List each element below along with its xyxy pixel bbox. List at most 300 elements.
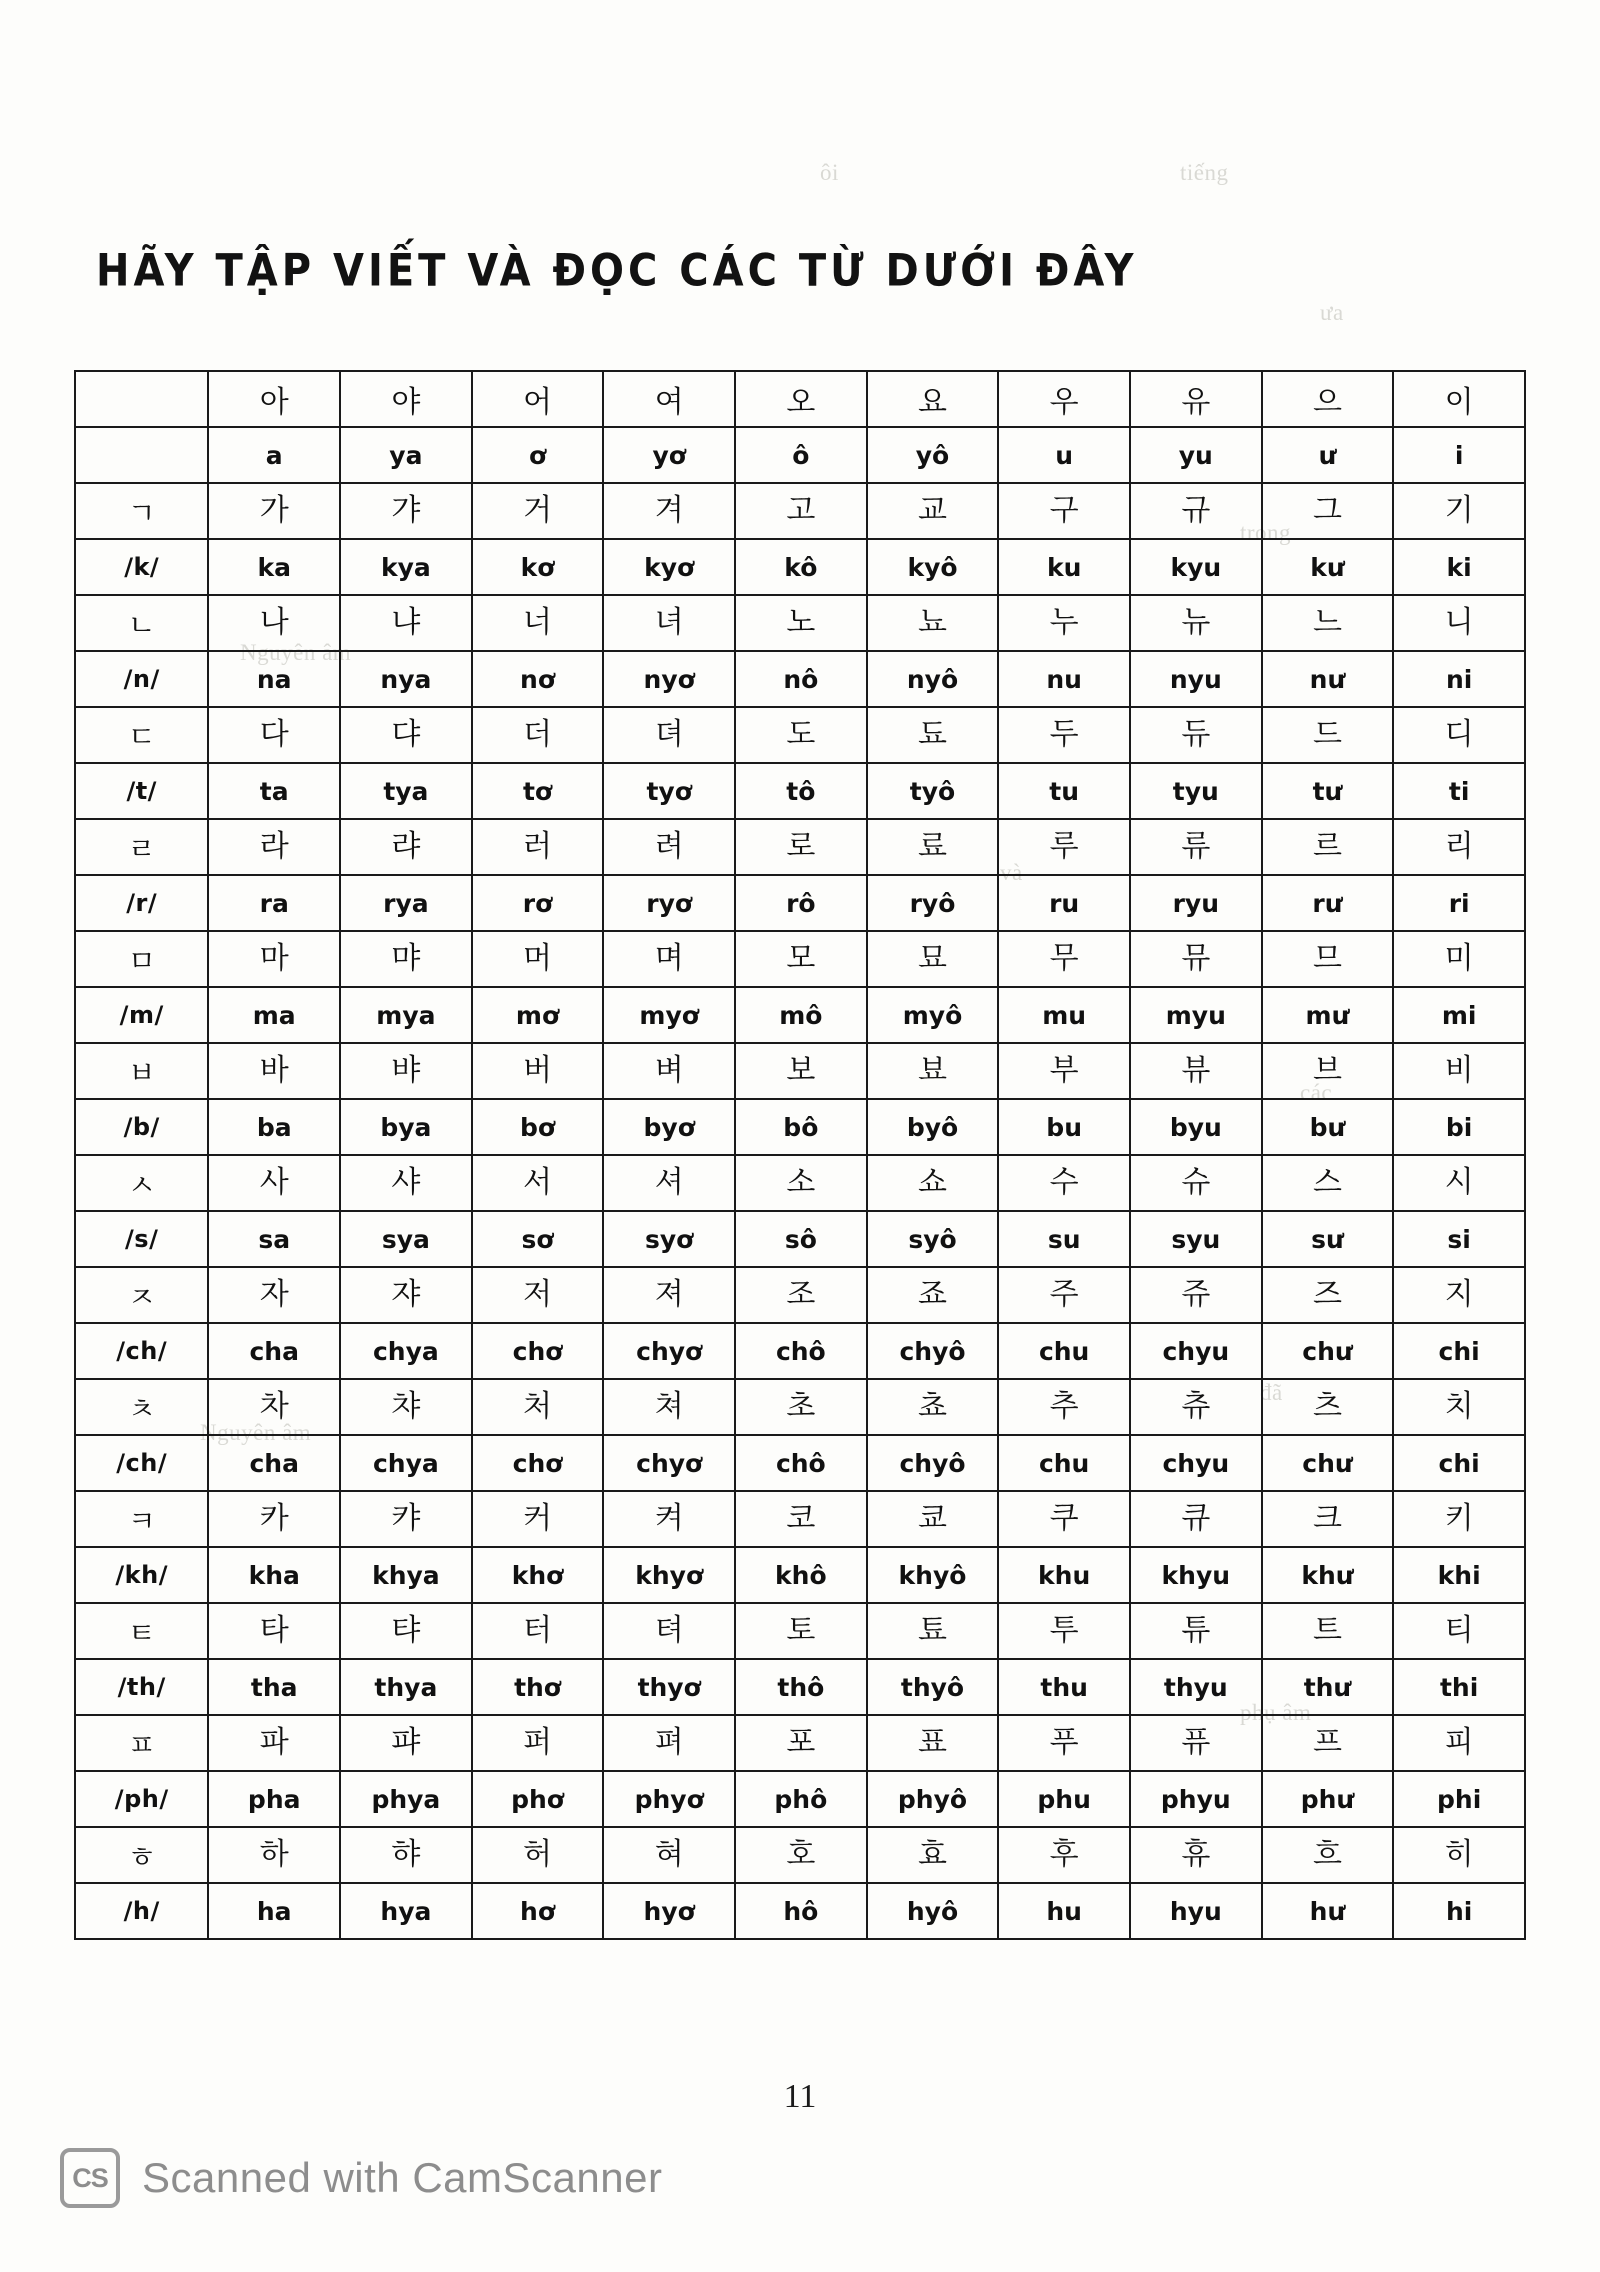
syllable-roman-cell: tha (208, 1659, 340, 1715)
syllable-hangul-cell: 혀 (603, 1827, 735, 1883)
syllable-roman-cell: sư (1262, 1211, 1394, 1267)
syllable-roman-cell: hu (998, 1883, 1130, 1939)
syllable-hangul-cell: 뮤 (1130, 931, 1262, 987)
vowel-hangul-cell: 여 (603, 371, 735, 427)
syllable-roman-cell: bu (998, 1099, 1130, 1155)
bleed-text: phụ âm (1240, 1700, 1312, 1725)
syllable-hangul-cell: 드 (1262, 707, 1394, 763)
syllable-roman-cell: sô (735, 1211, 867, 1267)
syllable-roman-cell: rya (340, 875, 472, 931)
syllable-hangul-cell: 류 (1130, 819, 1262, 875)
syllable-roman-cell: hi (1393, 1883, 1525, 1939)
syllable-hangul-cell: 사 (208, 1155, 340, 1211)
syllable-hangul-cell: 가 (208, 483, 340, 539)
syllable-hangul-cell: 그 (1262, 483, 1394, 539)
syllable-roman-cell: bơ (472, 1099, 604, 1155)
syllable-roman-cell: phyô (867, 1771, 999, 1827)
syllable-roman-cell: chơ (472, 1323, 604, 1379)
syllable-hangul-cell: 로 (735, 819, 867, 875)
syllable-roman-cell: bư (1262, 1099, 1394, 1155)
consonant-ipa-cell: /ch/ (75, 1435, 208, 1491)
syllable-roman-cell: phu (998, 1771, 1130, 1827)
syllable-hangul-cell: 서 (472, 1155, 604, 1211)
syllable-hangul-cell: 호 (735, 1827, 867, 1883)
syllable-hangul-cell: 라 (208, 819, 340, 875)
syllable-hangul-cell: 툐 (867, 1603, 999, 1659)
syllable-hangul-cell: 소 (735, 1155, 867, 1211)
syllable-roman-cell: tyơ (603, 763, 735, 819)
syllable-roman-cell: chu (998, 1435, 1130, 1491)
syllable-hangul-cell: 추 (998, 1379, 1130, 1435)
syllable-roman-cell: si (1393, 1211, 1525, 1267)
syllable-hangul-cell: 셔 (603, 1155, 735, 1211)
syllable-roman-cell: byơ (603, 1099, 735, 1155)
syllable-hangul-cell: 모 (735, 931, 867, 987)
consonant-ipa-cell: /n/ (75, 651, 208, 707)
consonant-hangul-cell: ㅈ (75, 1267, 208, 1323)
syllable-roman-cell: ku (998, 539, 1130, 595)
syllable-hangul-cell: 퓨 (1130, 1715, 1262, 1771)
vowel-hangul-cell: 아 (208, 371, 340, 427)
vowel-roman-cell: ư (1262, 427, 1394, 483)
syllable-roman-cell: hyu (1130, 1883, 1262, 1939)
camscanner-label: Scanned with CamScanner (142, 2154, 663, 2201)
syllable-hangul-cell: 스 (1262, 1155, 1394, 1211)
syllable-hangul-cell: 조 (735, 1267, 867, 1323)
bleed-text: đã (1260, 1380, 1283, 1405)
syllable-hangul-cell: 나 (208, 595, 340, 651)
syllable-roman-cell: ta (208, 763, 340, 819)
bleed-text: các (1300, 1080, 1333, 1105)
table-row-syllable-kr (75, 595, 1525, 651)
syllable-roman-cell: kơ (472, 539, 604, 595)
consonant-hangul-cell: ㅎ (75, 1827, 208, 1883)
syllable-roman-cell: bya (340, 1099, 472, 1155)
consonant-ipa-cell: /m/ (75, 987, 208, 1043)
syllable-roman-cell: hư (1262, 1883, 1394, 1939)
syllable-roman-cell: thyu (1130, 1659, 1262, 1715)
syllable-roman-cell: khyơ (603, 1547, 735, 1603)
syllable-roman-cell: ki (1393, 539, 1525, 595)
syllable-hangul-cell: 리 (1393, 819, 1525, 875)
syllable-hangul-cell: 쇼 (867, 1155, 999, 1211)
consonant-hangul-cell: ㅂ (75, 1043, 208, 1099)
syllable-roman-cell: chu (998, 1323, 1130, 1379)
syllable-roman-cell: kyu (1130, 539, 1262, 595)
syllable-roman-cell: thyô (867, 1659, 999, 1715)
syllable-hangul-cell: 르 (1262, 819, 1394, 875)
table-row-syllable-rom (75, 1883, 1525, 1939)
syllable-roman-cell: mơ (472, 987, 604, 1043)
syllable-hangul-cell: 쵸 (867, 1379, 999, 1435)
syllable-roman-cell: phô (735, 1771, 867, 1827)
syllable-hangul-cell: 미 (1393, 931, 1525, 987)
syllable-roman-cell: thi (1393, 1659, 1525, 1715)
syllable-roman-cell: khu (998, 1547, 1130, 1603)
syllable-hangul-cell: 카 (208, 1491, 340, 1547)
consonant-hangul-cell: ㅊ (75, 1379, 208, 1435)
table-row-syllable-rom (75, 987, 1525, 1043)
syllable-hangul-cell: 챠 (340, 1379, 472, 1435)
syllable-roman-cell: ri (1393, 875, 1525, 931)
syllable-roman-cell: thu (998, 1659, 1130, 1715)
syllable-hangul-cell: 큐 (1130, 1491, 1262, 1547)
vowel-hangul-cell: 어 (472, 371, 604, 427)
table-row-syllable-kr (75, 1603, 1525, 1659)
vowel-hangul-cell: 유 (1130, 371, 1262, 427)
consonant-hangul-cell: ㅌ (75, 1603, 208, 1659)
syllable-hangul-cell: 지 (1393, 1267, 1525, 1323)
syllable-hangul-cell: 쿠 (998, 1491, 1130, 1547)
syllable-hangul-cell: 츠 (1262, 1379, 1394, 1435)
bleed-text: ưa (1320, 300, 1344, 325)
syllable-roman-cell: chư (1262, 1323, 1394, 1379)
syllable-roman-cell: khyu (1130, 1547, 1262, 1603)
table-row-syllable-kr (75, 1491, 1525, 1547)
syllable-roman-cell: mi (1393, 987, 1525, 1043)
syllable-hangul-cell: 랴 (340, 819, 472, 875)
consonant-ipa-cell: /b/ (75, 1099, 208, 1155)
syllable-hangul-cell: 샤 (340, 1155, 472, 1211)
syllable-roman-cell: chơ (472, 1435, 604, 1491)
table-row-syllable-rom (75, 1323, 1525, 1379)
syllable-hangul-cell: 하 (208, 1827, 340, 1883)
syllable-hangul-cell: 노 (735, 595, 867, 651)
consonant-ipa-cell: /t/ (75, 763, 208, 819)
vowel-hangul-cell: 이 (1393, 371, 1525, 427)
syllable-hangul-cell: 쿄 (867, 1491, 999, 1547)
syllable-hangul-cell: 뵤 (867, 1043, 999, 1099)
syllable-roman-cell: nyô (867, 651, 999, 707)
syllable-hangul-cell: 니 (1393, 595, 1525, 651)
syllable-hangul-cell: 키 (1393, 1491, 1525, 1547)
syllable-hangul-cell: 퍼 (472, 1715, 604, 1771)
consonant-ipa-cell: /r/ (75, 875, 208, 931)
consonant-hangul-cell: ㅅ (75, 1155, 208, 1211)
syllable-hangul-cell: 머 (472, 931, 604, 987)
syllable-hangul-cell: 도 (735, 707, 867, 763)
syllable-hangul-cell: 효 (867, 1827, 999, 1883)
syllable-hangul-cell: 투 (998, 1603, 1130, 1659)
syllable-hangul-cell: 파 (208, 1715, 340, 1771)
table-row-vowel-header-kr (75, 371, 1525, 427)
syllable-hangul-cell: 려 (603, 819, 735, 875)
consonant-hangul-cell: ㄷ (75, 707, 208, 763)
table-row-syllable-rom (75, 539, 1525, 595)
syllable-hangul-cell: 초 (735, 1379, 867, 1435)
vowel-hangul-cell: 요 (867, 371, 999, 427)
syllable-hangul-cell: 겨 (603, 483, 735, 539)
syllable-hangul-cell: 쟈 (340, 1267, 472, 1323)
consonant-hangul-cell: ㅋ (75, 1491, 208, 1547)
syllable-roman-cell: tô (735, 763, 867, 819)
consonant-ipa-cell: /th/ (75, 1659, 208, 1715)
table-row-syllable-kr (75, 1379, 1525, 1435)
bleed-text: Nguyên âm (240, 640, 352, 665)
syllable-roman-cell: ra (208, 875, 340, 931)
syllable-hangul-cell: 흐 (1262, 1827, 1394, 1883)
syllable-roman-cell: hyô (867, 1883, 999, 1939)
syllable-hangul-cell: 수 (998, 1155, 1130, 1211)
syllable-roman-cell: khyô (867, 1547, 999, 1603)
syllable-roman-cell: khơ (472, 1547, 604, 1603)
table-row-syllable-rom (75, 763, 1525, 819)
syllable-hangul-cell: 쥬 (1130, 1267, 1262, 1323)
consonant-ipa-cell: /k/ (75, 539, 208, 595)
syllable-hangul-cell: 뇨 (867, 595, 999, 651)
syllable-hangul-cell: 규 (1130, 483, 1262, 539)
bleed-text: Nguyên âm (200, 1420, 312, 1445)
camscanner-logo: CS (60, 2148, 120, 2208)
syllable-roman-cell: byu (1130, 1099, 1262, 1155)
syllable-roman-cell: thô (735, 1659, 867, 1715)
syllable-hangul-cell: 듀 (1130, 707, 1262, 763)
syllable-roman-cell: phi (1393, 1771, 1525, 1827)
syllable-roman-cell: ryu (1130, 875, 1262, 931)
syllable-hangul-cell: 구 (998, 483, 1130, 539)
syllable-roman-cell: thyơ (603, 1659, 735, 1715)
consonant-ipa-cell: /ph/ (75, 1771, 208, 1827)
syllable-hangul-cell: 허 (472, 1827, 604, 1883)
syllable-hangul-cell: 냐 (340, 595, 472, 651)
syllable-roman-cell: byô (867, 1099, 999, 1155)
syllable-hangul-cell: 고 (735, 483, 867, 539)
table-row-syllable-kr (75, 1155, 1525, 1211)
vowel-hangul-cell: 야 (340, 371, 472, 427)
table-row-syllable-kr (75, 931, 1525, 987)
syllable-hangul-cell: 마 (208, 931, 340, 987)
syllable-hangul-cell: 디 (1393, 707, 1525, 763)
table-row-syllable-kr (75, 1267, 1525, 1323)
syllable-roman-cell: chyu (1130, 1323, 1262, 1379)
syllable-roman-cell: chyơ (603, 1435, 735, 1491)
table-row-syllable-rom (75, 1771, 1525, 1827)
syllable-roman-cell: kô (735, 539, 867, 595)
syllable-roman-cell: tu (998, 763, 1130, 819)
syllable-roman-cell: chyô (867, 1435, 999, 1491)
syllable-hangul-cell: 먀 (340, 931, 472, 987)
syllable-roman-cell: bi (1393, 1099, 1525, 1155)
syllable-hangul-cell: 기 (1393, 483, 1525, 539)
syllable-roman-cell: hơ (472, 1883, 604, 1939)
consonant-hangul-cell: ㄹ (75, 819, 208, 875)
syllable-roman-cell: phyơ (603, 1771, 735, 1827)
vowel-roman-cell: a (208, 427, 340, 483)
syllable-roman-cell: kha (208, 1547, 340, 1603)
syllable-roman-cell: tyu (1130, 763, 1262, 819)
page-title: HÃY TẬP VIẾT VÀ ĐỌC CÁC TỪ DƯỚI ĐÂY (96, 245, 1138, 297)
syllable-hangul-cell: 퍄 (340, 1715, 472, 1771)
syllable-roman-cell: mư (1262, 987, 1394, 1043)
syllable-hangul-cell: 즈 (1262, 1267, 1394, 1323)
hangul-syllable-table (74, 370, 1526, 1940)
syllable-hangul-cell: 휴 (1130, 1827, 1262, 1883)
syllable-roman-cell: myô (867, 987, 999, 1043)
vowel-roman-cell: yô (867, 427, 999, 483)
syllable-hangul-cell: 바 (208, 1043, 340, 1099)
syllable-roman-cell: chô (735, 1435, 867, 1491)
syllable-hangul-cell: 차 (208, 1379, 340, 1435)
syllable-roman-cell: khô (735, 1547, 867, 1603)
syllable-hangul-cell: 무 (998, 931, 1130, 987)
syllable-roman-cell: syơ (603, 1211, 735, 1267)
syllable-hangul-cell: 뷰 (1130, 1043, 1262, 1099)
syllable-hangul-cell: 료 (867, 819, 999, 875)
table-row-syllable-rom (75, 1659, 1525, 1715)
syllable-roman-cell: nyu (1130, 651, 1262, 707)
table-row-syllable-rom (75, 1099, 1525, 1155)
syllable-roman-cell: pha (208, 1771, 340, 1827)
consonant-ipa-cell: /h/ (75, 1883, 208, 1939)
syllable-roman-cell: ryơ (603, 875, 735, 931)
syllable-hangul-cell: 자 (208, 1267, 340, 1323)
table-corner-cell (75, 427, 208, 483)
syllable-hangul-cell: 치 (1393, 1379, 1525, 1435)
syllable-hangul-cell: 저 (472, 1267, 604, 1323)
syllable-hangul-cell: 댜 (340, 707, 472, 763)
syllable-roman-cell: ka (208, 539, 340, 595)
syllable-roman-cell: khư (1262, 1547, 1394, 1603)
syllable-roman-cell: nư (1262, 651, 1394, 707)
consonant-ipa-cell: /s/ (75, 1211, 208, 1267)
syllable-hangul-cell: 히 (1393, 1827, 1525, 1883)
syllable-roman-cell: ru (998, 875, 1130, 931)
syllable-roman-cell: kư (1262, 539, 1394, 595)
vowel-roman-cell: yu (1130, 427, 1262, 483)
vowel-roman-cell: u (998, 427, 1130, 483)
syllable-hangul-cell: 거 (472, 483, 604, 539)
table-row-syllable-kr (75, 819, 1525, 875)
syllable-hangul-cell: 터 (472, 1603, 604, 1659)
syllable-roman-cell: khya (340, 1547, 472, 1603)
syllable-roman-cell: rơ (472, 875, 604, 931)
syllable-hangul-cell: 탸 (340, 1603, 472, 1659)
syllable-roman-cell: myu (1130, 987, 1262, 1043)
table-row-syllable-rom (75, 651, 1525, 707)
syllable-hangul-cell: 포 (735, 1715, 867, 1771)
syllable-hangul-cell: 비 (1393, 1043, 1525, 1099)
syllable-hangul-cell: 부 (998, 1043, 1130, 1099)
syllable-roman-cell: ti (1393, 763, 1525, 819)
syllable-roman-cell: ba (208, 1099, 340, 1155)
syllable-hangul-cell: 너 (472, 595, 604, 651)
syllable-hangul-cell: 커 (472, 1491, 604, 1547)
syllable-roman-cell: mya (340, 987, 472, 1043)
vowel-roman-cell: yơ (603, 427, 735, 483)
syllable-hangul-cell: 티 (1393, 1603, 1525, 1659)
vowel-roman-cell: ơ (472, 427, 604, 483)
table-row-syllable-kr (75, 707, 1525, 763)
syllable-roman-cell: cha (208, 1435, 340, 1491)
syllable-hangul-cell: 주 (998, 1267, 1130, 1323)
syllable-hangul-cell: 트 (1262, 1603, 1394, 1659)
consonant-ipa-cell: /kh/ (75, 1547, 208, 1603)
syllable-hangul-cell: 캬 (340, 1491, 472, 1547)
syllable-hangul-cell: 처 (472, 1379, 604, 1435)
syllable-roman-cell: hô (735, 1883, 867, 1939)
syllable-roman-cell: sya (340, 1211, 472, 1267)
bleed-text: trong (1240, 520, 1292, 545)
syllable-hangul-cell: 며 (603, 931, 735, 987)
syllable-hangul-cell: 느 (1262, 595, 1394, 651)
syllable-roman-cell: chyơ (603, 1323, 735, 1379)
syllable-roman-cell: nu (998, 651, 1130, 707)
syllable-roman-cell: phơ (472, 1771, 604, 1827)
syllable-roman-cell: thư (1262, 1659, 1394, 1715)
syllable-roman-cell: mô (735, 987, 867, 1043)
syllable-hangul-cell: 누 (998, 595, 1130, 651)
syllable-roman-cell: phya (340, 1771, 472, 1827)
syllable-roman-cell: hya (340, 1883, 472, 1939)
syllable-hangul-cell: 뎌 (603, 707, 735, 763)
syllable-roman-cell: chyu (1130, 1435, 1262, 1491)
syllable-roman-cell: kyơ (603, 539, 735, 595)
syllable-roman-cell: chô (735, 1323, 867, 1379)
syllable-hangul-cell: 펴 (603, 1715, 735, 1771)
syllable-roman-cell: ryô (867, 875, 999, 931)
syllable-roman-cell: tơ (472, 763, 604, 819)
consonant-hangul-cell: ㅍ (75, 1715, 208, 1771)
vowel-roman-cell: ya (340, 427, 472, 483)
syllable-hangul-cell: 켜 (603, 1491, 735, 1547)
syllable-roman-cell: tya (340, 763, 472, 819)
syllable-roman-cell: chya (340, 1323, 472, 1379)
syllable-roman-cell: ni (1393, 651, 1525, 707)
bleed-text: tiếng (1180, 160, 1229, 185)
syllable-roman-cell: chi (1393, 1435, 1525, 1491)
table-corner-cell (75, 371, 208, 427)
syllable-roman-cell: na (208, 651, 340, 707)
bleed-text: và (1000, 860, 1023, 885)
syllable-hangul-cell: 코 (735, 1491, 867, 1547)
syllable-roman-cell: hyơ (603, 1883, 735, 1939)
syllable-roman-cell: ha (208, 1883, 340, 1939)
syllable-roman-cell: sơ (472, 1211, 604, 1267)
syllable-hangul-cell: 죠 (867, 1267, 999, 1323)
syllable-hangul-cell: 후 (998, 1827, 1130, 1883)
syllable-roman-cell: nyơ (603, 651, 735, 707)
syllable-hangul-cell: 더 (472, 707, 604, 763)
syllable-roman-cell: nơ (472, 651, 604, 707)
vowel-hangul-cell: 오 (735, 371, 867, 427)
syllable-roman-cell: chyô (867, 1323, 999, 1379)
syllable-roman-cell: nya (340, 651, 472, 707)
syllable-hangul-cell: 크 (1262, 1491, 1394, 1547)
table-row-syllable-kr (75, 1827, 1525, 1883)
syllable-hangul-cell: 푸 (998, 1715, 1130, 1771)
syllable-hangul-cell: 묘 (867, 931, 999, 987)
syllable-roman-cell: kya (340, 539, 472, 595)
syllable-hangul-cell: 루 (998, 819, 1130, 875)
syllable-hangul-cell: 러 (472, 819, 604, 875)
vowel-roman-cell: i (1393, 427, 1525, 483)
syllable-roman-cell: rư (1262, 875, 1394, 931)
syllable-roman-cell: phyu (1130, 1771, 1262, 1827)
syllable-hangul-cell: 슈 (1130, 1155, 1262, 1211)
vowel-roman-cell: ô (735, 427, 867, 483)
consonant-hangul-cell: ㅁ (75, 931, 208, 987)
syllable-hangul-cell: 브 (1262, 1043, 1394, 1099)
syllable-roman-cell: thơ (472, 1659, 604, 1715)
syllable-roman-cell: mu (998, 987, 1130, 1043)
syllable-hangul-cell: 텨 (603, 1603, 735, 1659)
consonant-ipa-cell: /ch/ (75, 1323, 208, 1379)
table-row-syllable-rom (75, 875, 1525, 931)
syllable-hangul-cell: 햐 (340, 1827, 472, 1883)
syllable-hangul-cell: 프 (1262, 1715, 1394, 1771)
syllable-roman-cell: khi (1393, 1547, 1525, 1603)
syllable-roman-cell: tyô (867, 763, 999, 819)
